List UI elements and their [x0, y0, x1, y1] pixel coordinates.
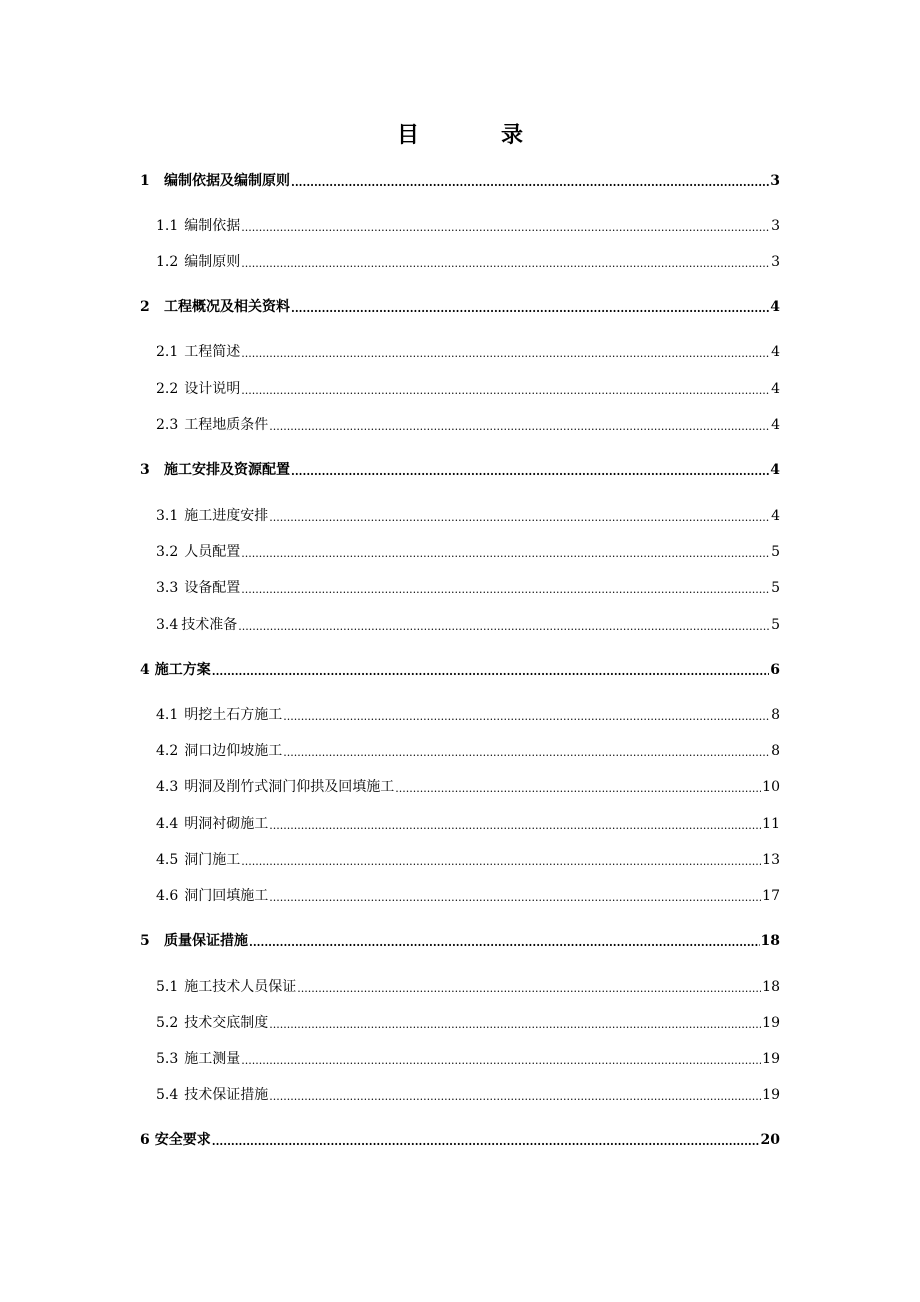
toc-dot-leader: [269, 1013, 761, 1033]
toc-entry-4-6[interactable]: [156, 886, 780, 906]
toc-entry-1-2[interactable]: [156, 252, 780, 272]
toc-dot-leader: [241, 542, 770, 562]
toc-entry-5-1[interactable]: [156, 977, 780, 997]
toc-entry-title: 洞门回填施工: [184, 888, 269, 904]
page-title: 目 录: [396, 122, 553, 148]
toc-entry-number: 5.4: [156, 1087, 179, 1103]
toc-entry-2-2[interactable]: [156, 379, 780, 399]
toc-entry-number: 2: [140, 299, 150, 315]
toc-entry-title: 施工技术人员保证: [184, 979, 297, 995]
toc-entry-1[interactable]: [140, 171, 780, 191]
toc-entry-title: 编制原则: [184, 254, 241, 270]
toc-entry-2[interactable]: [140, 297, 780, 317]
toc-page-number: 6: [770, 662, 780, 678]
toc-entry-title: 明洞衬砌施工: [184, 816, 269, 832]
toc-page-number: 3: [770, 173, 780, 189]
toc-page-number: 10: [762, 779, 780, 795]
toc-entry-4-2[interactable]: [156, 741, 780, 761]
toc-page-number: 19: [762, 1087, 780, 1103]
toc-dot-leader: [269, 814, 761, 834]
toc-entry-title: 洞门施工: [184, 852, 241, 868]
toc-entry-number: 5.2: [156, 1015, 179, 1031]
toc-entry-title: 技术交底制度: [184, 1015, 269, 1031]
toc-entry-1-1[interactable]: [156, 216, 780, 236]
toc-entry-5[interactable]: [140, 931, 780, 951]
toc-entry-title: 设计说明: [184, 381, 241, 397]
toc-entry-number: 5.3: [156, 1051, 179, 1067]
toc-entry-title: 编制依据及编制原则: [164, 173, 290, 189]
toc-entry-title: 质量保证措施: [164, 933, 248, 949]
toc-page-number: 8: [771, 743, 780, 759]
toc-entry-2-3[interactable]: [156, 415, 780, 435]
toc-entry-title: 安全要求: [154, 1132, 211, 1148]
toc-dot-leader: [269, 1085, 761, 1105]
toc-entry-number: 4.4: [156, 816, 179, 832]
toc-entry-title: 技术准备: [181, 617, 238, 633]
toc-entry-number: 1.1: [156, 218, 179, 234]
toc-entry-title: 施工方案: [154, 662, 211, 678]
toc-entry-number: 3.4: [156, 617, 179, 633]
toc-entry-title: 施工测量: [184, 1051, 241, 1067]
toc-entry-number: 5.1: [156, 979, 179, 995]
toc-entry-3-2[interactable]: [156, 542, 780, 562]
toc-dot-leader: [269, 415, 770, 435]
toc-dot-leader: [241, 252, 770, 272]
toc-entry-title: 技术保证措施: [184, 1087, 269, 1103]
toc-entry-3-4[interactable]: [156, 615, 780, 635]
toc-dot-leader: [283, 705, 770, 725]
toc-page-number: 17: [762, 888, 780, 904]
toc-entry-title: 明挖土石方施工: [184, 707, 283, 723]
toc-page-number: 18: [760, 933, 780, 949]
toc-entry-number: 4.6: [156, 888, 179, 904]
toc-entry-title: 明洞及削竹式洞门仰拱及回填施工: [184, 779, 395, 795]
toc-entry-number: 4.1: [156, 707, 179, 723]
toc-entry-number: 6: [140, 1132, 150, 1148]
toc-dot-leader: [283, 741, 770, 761]
toc-entry-4-4[interactable]: [156, 814, 780, 834]
toc-entry-number: 3.1: [156, 508, 179, 524]
toc-page-number: 20: [760, 1132, 780, 1148]
toc-dot-leader: [291, 171, 769, 191]
toc-dot-leader: [291, 297, 769, 317]
toc-dot-leader: [269, 506, 770, 526]
toc-entry-title: 设备配置: [184, 580, 241, 596]
toc-dot-leader: [269, 886, 761, 906]
toc-entry-number: 4.3: [156, 779, 179, 795]
toc-page-number: 4: [771, 344, 780, 360]
toc-entry-5-4[interactable]: [156, 1085, 780, 1105]
toc-entry-6[interactable]: [140, 1130, 780, 1150]
toc-entry-title: 人员配置: [184, 544, 241, 560]
toc-entry-title: 编制依据: [184, 218, 241, 234]
toc-entry-title: 工程简述: [184, 344, 241, 360]
toc-entry-number: 4: [140, 662, 150, 678]
toc-entry-number: 2.2: [156, 381, 179, 397]
toc-dot-leader: [238, 615, 770, 635]
toc-dot-leader: [241, 578, 770, 598]
toc-page-number: 11: [762, 816, 780, 832]
toc-page-number: 3: [771, 218, 780, 234]
toc-dot-leader: [241, 342, 770, 362]
toc-entry-5-2[interactable]: [156, 1013, 780, 1033]
toc-entry-number: 4.2: [156, 743, 179, 759]
toc-page-number: 5: [771, 580, 780, 596]
toc-page-number: 18: [762, 979, 780, 995]
toc-dot-leader: [241, 1049, 761, 1069]
toc-dot-leader: [291, 460, 769, 480]
toc-entry-4[interactable]: [140, 660, 780, 680]
toc-entry-5-3[interactable]: [156, 1049, 780, 1069]
toc-entry-title: 工程概况及相关资料: [164, 299, 290, 315]
toc-dot-leader: [212, 660, 770, 680]
toc-dot-leader: [249, 931, 760, 951]
toc-page-number: 4: [770, 462, 780, 478]
toc-entry-number: 3.3: [156, 580, 179, 596]
toc-page-number: 8: [771, 707, 780, 723]
toc-entry-number: 1.2: [156, 254, 179, 270]
toc-entry-2-1[interactable]: [156, 342, 780, 362]
toc-page-number: 3: [771, 254, 780, 270]
toc-page-number: 4: [771, 417, 780, 433]
toc-page-number: 19: [762, 1015, 780, 1031]
toc-entry-number: 2.1: [156, 344, 179, 360]
toc-entry-4-5[interactable]: [156, 850, 780, 870]
toc-dot-leader: [212, 1130, 760, 1150]
toc-entry-number: 5: [140, 933, 150, 949]
toc-entry-3-1[interactable]: [156, 506, 780, 526]
toc-entry-number: 2.3: [156, 417, 179, 433]
toc-dot-leader: [297, 977, 761, 997]
toc-dot-leader: [241, 379, 770, 399]
toc-page-number: 4: [770, 299, 780, 315]
toc-entry-title: 工程地质条件: [184, 417, 269, 433]
toc-entry-number: 3: [140, 462, 150, 478]
toc-entry-3-3[interactable]: [156, 578, 780, 598]
toc-page-number: 4: [771, 381, 780, 397]
toc-entry-number: 1: [140, 173, 150, 189]
toc-page-number: 5: [771, 544, 780, 560]
toc-entry-4-3[interactable]: [156, 777, 780, 797]
toc-entry-3[interactable]: [140, 460, 780, 480]
toc-entry-number: 3.2: [156, 544, 179, 560]
toc-page-number: 5: [771, 617, 780, 633]
toc-dot-leader: [395, 777, 761, 797]
toc-entry-title: 施工进度安排: [184, 508, 269, 524]
toc-entry-title: 洞口边仰坡施工: [184, 743, 283, 759]
toc-page-number: 13: [762, 852, 780, 868]
toc-entry-number: 4.5: [156, 852, 179, 868]
toc-entry-4-1[interactable]: [156, 705, 780, 725]
toc-page-number: 19: [762, 1051, 780, 1067]
toc-dot-leader: [241, 850, 761, 870]
toc-entry-title: 施工安排及资源配置: [164, 462, 290, 478]
toc-dot-leader: [241, 216, 770, 236]
toc-page-number: 4: [771, 508, 780, 524]
